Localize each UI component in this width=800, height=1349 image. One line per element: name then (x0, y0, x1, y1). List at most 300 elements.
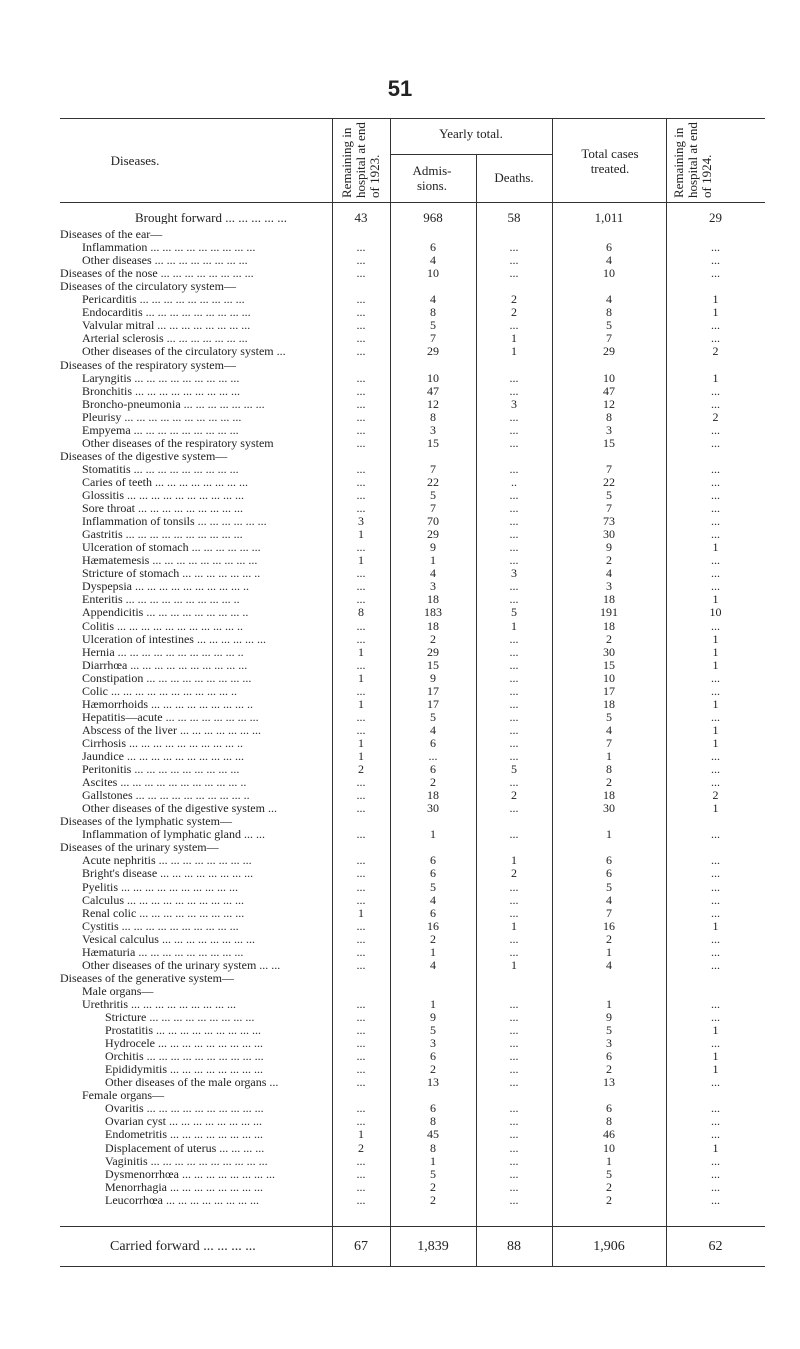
table-row (60, 698, 765, 711)
cell-remaining-1923: ... (356, 931, 366, 946)
table-row (60, 763, 765, 776)
cell-deaths: ... (509, 592, 519, 607)
table-row (60, 306, 765, 319)
cell-deaths: ... (509, 1101, 519, 1116)
cell-admissions: 8 (430, 305, 436, 320)
cell-remaining-1923: ... (356, 1023, 366, 1038)
table-row (60, 828, 765, 841)
table-row (60, 254, 765, 267)
cell-deaths: ... (509, 240, 519, 255)
page-number: 51 (387, 76, 413, 101)
cell-admissions: 3 (430, 422, 436, 437)
cell-deaths: ... (509, 1127, 519, 1142)
cell-remaining-1924: ... (711, 1114, 720, 1129)
cell-total-treated: 3 (606, 579, 612, 594)
cell-admissions: 4 (430, 253, 436, 268)
cell-total-treated: 1 (606, 749, 612, 763)
cell-admissions: 8 (430, 1114, 436, 1129)
cell-admissions: 6 (430, 240, 436, 255)
cell-deaths: ... (509, 892, 519, 907)
cell-remaining-1923: ... (356, 1010, 366, 1024)
cell-remaining-1924: ... (711, 866, 720, 881)
table-row (60, 515, 765, 528)
cell-remaining-1924: 1 (712, 918, 719, 933)
cell-remaining-1924: ... (711, 1101, 720, 1116)
row-label: Hæmorrhoids ... ... ... ... ... ... ... ... .. (82, 697, 253, 711)
cell-remaining-1924: 1 (712, 1049, 719, 1064)
table-row (60, 606, 765, 619)
table-row (60, 620, 765, 633)
header-remaining-1924: Remaining in hospital at end of 1924. (671, 122, 714, 198)
cell-remaining-1923: ... (356, 801, 366, 816)
cell-deaths: ... (509, 931, 519, 946)
table-row (60, 985, 765, 998)
cell-admissions: 47 (427, 383, 439, 398)
cell-remaining-1924: 2 (712, 344, 719, 359)
cell-remaining-1924: ... (711, 527, 720, 542)
row-label: Laryngitis ... ... ... ... ... ... ... ... ... (82, 371, 240, 385)
cell-remaining-1924: ... (711, 474, 720, 489)
cell-remaining-1923: ... (356, 501, 366, 516)
cell-remaining-1924: 1 (712, 292, 719, 307)
cell-admissions: 1 (430, 553, 436, 568)
table-row (60, 567, 765, 580)
row-label: Pericarditis ... ... ... ... ... ... ... ... ... (82, 293, 245, 307)
cell-deaths: ... (509, 435, 519, 450)
cell-admissions: 6 (430, 866, 436, 881)
cell-remaining-1923: 1 (358, 670, 364, 685)
table-row (60, 946, 765, 959)
cell-remaining-1923: 2 (358, 1140, 364, 1155)
table-row (60, 646, 765, 659)
header-remaining-1923: Remaining in hospital at end of 1923. (339, 122, 382, 198)
table-row (60, 867, 765, 880)
table-row (60, 1024, 765, 1037)
cell-deaths: ... (509, 657, 519, 672)
cell-deaths: ... (509, 827, 519, 842)
table-row (60, 894, 765, 907)
cell-admissions: 1 (430, 827, 436, 842)
cell-remaining-1924: 29 (709, 210, 722, 225)
cell-remaining-1923: ... (356, 788, 366, 803)
cell-remaining-1924: 1 (712, 1023, 719, 1038)
table-row (60, 685, 765, 698)
cell-remaining-1924: 2 (712, 788, 719, 803)
header-admissions: Admis-sions. (412, 163, 452, 193)
cell-remaining-1924: ... (711, 488, 720, 502)
cell-remaining-1923: ... (356, 474, 366, 489)
row-label: Diseases of the lymphatic system— (60, 815, 232, 829)
yearly-total-divider (390, 154, 552, 155)
table-row (60, 476, 765, 489)
cell-deaths: ... (509, 1075, 519, 1090)
row-label: Glossitis ... ... ... ... ... ... ... ... ... ... (82, 489, 245, 502)
table-row (60, 580, 765, 593)
cell-admissions: 1 (430, 996, 436, 1011)
cell-remaining-1923: ... (356, 422, 366, 437)
cell-deaths: ... (509, 801, 519, 816)
cell-remaining-1924: ... (711, 461, 720, 476)
cell-deaths: ... (509, 553, 519, 568)
cell-admissions: 4 (430, 957, 436, 972)
cell-deaths: ... (509, 501, 519, 516)
cell-deaths: ... (509, 775, 519, 790)
cell-remaining-1923: ... (356, 396, 366, 411)
row-label: Hæmatemesis ... ... ... ... ... ... ... ... ... (82, 554, 258, 568)
cell-deaths: ... (509, 370, 519, 385)
cell-remaining-1924: ... (711, 1010, 720, 1024)
cell-total-treated: 47 (603, 383, 615, 398)
row-label: Ovarian cyst ... ... ... ... ... ... ... ... (105, 1115, 262, 1129)
row-label: Constipation ... ... ... ... ... ... ... ... ... (82, 671, 252, 685)
cell-deaths: 5 (511, 605, 517, 620)
cell-admissions: 30 (427, 801, 439, 816)
table-row (60, 424, 765, 437)
cell-total-treated: 18 (603, 618, 615, 633)
row-label: Cirrhosis ... ... ... ... ... ... ... ... ... .. (82, 736, 244, 750)
cell-deaths: ... (509, 540, 519, 555)
cell-admissions: 5 (430, 318, 436, 333)
cell-total-treated: 2 (606, 631, 612, 646)
cell-total-treated: 4 (606, 892, 612, 907)
cell-admissions: ... (428, 749, 438, 763)
table-row (60, 398, 765, 411)
row-label: Sore throat ... ... ... ... ... ... ... ... ... (82, 502, 243, 516)
cell-remaining-1923: ... (356, 566, 366, 581)
header-deaths: Deaths. (494, 170, 534, 185)
table-row (60, 750, 765, 763)
cell-admissions: 7 (430, 501, 436, 516)
cell-remaining-1923: 1 (358, 735, 364, 750)
cell-remaining-1924: 1 (712, 722, 719, 737)
cell-admissions: 7 (430, 331, 436, 346)
cell-total-treated: 46 (603, 1127, 615, 1142)
table-row (60, 854, 765, 867)
cell-total-treated: 4 (606, 957, 612, 972)
cell-total-treated: 10 (603, 370, 615, 385)
table-row (60, 267, 765, 280)
cell-total-treated: 5 (606, 318, 612, 333)
cell-remaining-1923: 3 (358, 514, 364, 529)
cell-admissions: 2 (430, 1062, 436, 1077)
table-row (60, 998, 765, 1011)
row-label: Peritonitis ... ... ... ... ... ... ... ... ... (82, 763, 240, 777)
row-label: Jaundice ... ... ... ... ... ... ... ... ... ... (82, 750, 244, 763)
cell-remaining-1924: ... (711, 501, 720, 516)
cell-remaining-1924: ... (711, 827, 720, 842)
cell-total-treated: 3 (606, 422, 612, 437)
cell-deaths: 2 (511, 292, 517, 307)
cell-total-treated: 3 (606, 1036, 612, 1051)
cell-admissions: 9 (430, 540, 436, 555)
cell-remaining-1924: 2 (712, 409, 719, 424)
cell-deaths: ... (509, 1114, 519, 1129)
cell-deaths: 1 (511, 853, 517, 868)
cell-remaining-1924: ... (711, 240, 720, 255)
totals-top-rule (60, 1226, 765, 1227)
cell-total-treated: 5 (606, 1166, 612, 1181)
cell-remaining-1923: ... (356, 683, 366, 698)
row-label: Broncho-pneumonia ... ... ... ... ... ... ... (82, 397, 265, 411)
cell-total-treated: 7 (606, 501, 612, 516)
cell-remaining-1923: ... (356, 866, 366, 881)
cell-admissions: 6 (430, 735, 436, 750)
cell-deaths: ... (509, 944, 519, 959)
cell-remaining-1923: ... (356, 944, 366, 959)
row-label: Epididymitis ... ... ... ... ... ... ... ... (105, 1063, 264, 1077)
cell-remaining-1923: ... (356, 266, 366, 281)
cell-remaining-1923: ... (356, 540, 366, 555)
cell-deaths: 1 (511, 618, 517, 633)
row-label: Hæmaturia ... ... ... ... ... ... ... ... ... (82, 945, 244, 959)
row-label: Orchitis ... ... ... ... ... ... ... ... ... ... (105, 1050, 264, 1064)
cell-total-treated: 29 (603, 344, 615, 359)
cell-total-treated: 7 (606, 461, 612, 476)
row-label: Inflammation of tonsils ... ... ... ... ... ... (82, 515, 267, 529)
cell-admissions: 6 (430, 853, 436, 868)
cell-deaths: ... (509, 527, 519, 542)
cell-deaths: 2 (511, 866, 517, 881)
cell-deaths: ... (509, 409, 519, 424)
cell-remaining-1924: 1 (712, 540, 719, 555)
cell-deaths: ... (509, 1036, 519, 1051)
cell-total-treated: 5 (606, 879, 612, 894)
table-row (60, 280, 765, 293)
row-label: Leucorrhœa ... ... ... ... ... ... ... ... (105, 1193, 259, 1207)
table-row (60, 437, 765, 450)
cell-remaining-1924: 1 (712, 1140, 719, 1155)
cell-deaths: ... (509, 1140, 519, 1155)
cell-admissions: 70 (427, 514, 439, 529)
cell-remaining-1923: ... (356, 461, 366, 476)
table-row (60, 1128, 765, 1141)
cell-admissions: 3 (430, 1036, 436, 1051)
cell-remaining-1924: ... (711, 331, 720, 346)
cell-deaths: 1 (511, 331, 517, 346)
row-label: Appendicitis ... ... ... ... ... ... ... ... .. (82, 606, 249, 620)
cell-remaining-1923: 67 (354, 1239, 368, 1254)
row-label: Displacement of uterus ... ... ... ... (105, 1141, 265, 1155)
cell-deaths: ... (509, 266, 519, 281)
cell-remaining-1924: ... (711, 618, 720, 633)
cell-total-treated: 73 (603, 514, 615, 529)
cell-total-treated: 17 (603, 683, 615, 698)
cell-remaining-1924: 1 (712, 644, 719, 659)
cell-remaining-1924: ... (711, 1192, 720, 1207)
cell-total-treated: 10 (603, 266, 615, 281)
cell-remaining-1924: 1 (712, 1062, 719, 1077)
row-label: Urethritis ... ... ... ... ... ... ... ... ... (82, 997, 236, 1011)
cell-total-treated: 2 (606, 553, 612, 568)
table-row (60, 554, 765, 567)
cell-remaining-1924: 1 (712, 801, 719, 816)
diseases-table (60, 118, 765, 1268)
cell-remaining-1923: ... (356, 579, 366, 594)
cell-remaining-1923: ... (356, 827, 366, 842)
cell-remaining-1923: ... (356, 409, 366, 424)
cell-remaining-1924: ... (711, 944, 720, 959)
table-row (60, 332, 765, 345)
cell-remaining-1924: 62 (708, 1239, 723, 1254)
row-label: Female organs— (82, 1089, 165, 1103)
cell-admissions: 968 (423, 210, 443, 225)
cell-deaths: ... (509, 735, 519, 750)
cell-remaining-1923: ... (356, 1166, 366, 1181)
row-label: Diarrhœa ... ... ... ... ... ... ... ... ... ... (82, 658, 248, 672)
row-label: Bright's disease ... ... ... ... ... ... ... ... (82, 867, 254, 881)
cell-deaths: 88 (507, 1239, 521, 1254)
cell-total-treated: 18 (603, 696, 615, 711)
cell-remaining-1924: ... (711, 435, 720, 450)
table-row (60, 1142, 765, 1155)
cell-admissions: 1 (430, 1153, 436, 1168)
cell-remaining-1923: ... (356, 1062, 366, 1077)
table-row (60, 211, 765, 224)
table-row (60, 672, 765, 685)
cell-total-treated: 5 (606, 1023, 612, 1038)
row-label: Diseases of the respiratory system— (60, 358, 236, 372)
cell-total-treated: 18 (603, 788, 615, 803)
cell-admissions: 8 (430, 409, 436, 424)
cell-remaining-1924: ... (711, 566, 720, 581)
cell-total-treated: 2 (606, 1192, 612, 1207)
cell-deaths: ... (509, 749, 519, 763)
table-top-rule (60, 118, 765, 119)
row-label: Inflammation of lymphatic gland ... ... (82, 828, 265, 842)
table-row (60, 815, 765, 828)
cell-total-treated: 7 (606, 331, 612, 346)
cell-admissions: 6 (430, 1049, 436, 1064)
row-label: Diseases of the urinary system— (60, 841, 219, 855)
cell-remaining-1924: 10 (709, 605, 722, 620)
cell-remaining-1924: ... (711, 905, 720, 920)
cell-deaths: ... (509, 709, 519, 724)
cell-total-treated: 18 (603, 592, 615, 607)
row-label: Ulceration of stomach ... ... ... ... ... ... (82, 541, 261, 555)
cell-remaining-1924: ... (711, 853, 720, 868)
table-row (60, 541, 765, 554)
carried-forward-row (60, 1240, 765, 1253)
cell-deaths: ... (509, 879, 519, 894)
row-label: Endocarditis ... ... ... ... ... ... ... ... ... (82, 306, 251, 320)
cell-admissions: 5 (430, 879, 436, 894)
cell-total-treated: 5 (606, 488, 612, 502)
cell-admissions: 2 (430, 631, 436, 646)
cell-total-treated: 5 (606, 709, 612, 724)
cell-remaining-1924: 1 (712, 592, 719, 607)
table-row (60, 319, 765, 332)
cell-total-treated: 30 (603, 801, 615, 816)
cell-total-treated: 8 (606, 409, 612, 424)
cell-remaining-1923: ... (356, 853, 366, 868)
row-label: Other diseases of the digestive system ... (82, 802, 277, 816)
row-label: Male organs— (82, 984, 154, 998)
row-label: Hydrocele ... ... ... ... ... ... ... ... ... (105, 1037, 263, 1051)
cell-remaining-1924: ... (711, 931, 720, 946)
row-label: Gastritis ... ... ... ... ... ... ... ... ... ... (82, 528, 243, 542)
cell-remaining-1923: ... (356, 1192, 366, 1207)
cell-admissions: 4 (430, 292, 436, 307)
row-label: Diseases of the nose ... ... ... ... ... ... ... ... (60, 267, 254, 281)
cell-total-treated: 6 (606, 866, 612, 881)
cell-admissions: 4 (430, 892, 436, 907)
table-row (60, 1037, 765, 1050)
cell-total-treated: 22 (603, 474, 615, 489)
cell-deaths: ... (509, 422, 519, 437)
cell-deaths: 3 (511, 396, 517, 411)
cell-total-treated: 4 (606, 566, 612, 581)
cell-deaths: 5 (511, 762, 517, 777)
table-row (60, 737, 765, 750)
cell-deaths: ... (509, 1049, 519, 1064)
cell-remaining-1924: 1 (712, 735, 719, 750)
cell-total-treated: 6 (606, 1101, 612, 1116)
cell-remaining-1923: ... (356, 331, 366, 346)
cell-remaining-1923: ... (356, 253, 366, 268)
cell-deaths: ... (509, 670, 519, 685)
cell-total-treated: 1,906 (593, 1239, 625, 1254)
cell-deaths: ... (509, 1010, 519, 1024)
cell-admissions: 7 (430, 461, 436, 476)
cell-remaining-1923: 2 (358, 762, 364, 777)
cell-total-treated: 1,011 (594, 210, 624, 225)
table-row (60, 633, 765, 646)
cell-remaining-1924: ... (711, 253, 720, 268)
table-row (60, 920, 765, 933)
row-label: Hepatitis—acute ... ... ... ... ... ... ... ... (82, 710, 259, 724)
row-label: Stomatitis ... ... ... ... ... ... ... ... ... (82, 462, 239, 476)
row-label: Gallstones ... ... ... ... ... ... ... ... ... .. (82, 789, 250, 803)
cell-admissions: 183 (424, 605, 442, 620)
row-label: Diseases of the ear— (60, 228, 163, 241)
row-label: Other diseases of the respiratory system (82, 436, 274, 450)
table-row (60, 489, 765, 502)
cell-remaining-1923: ... (356, 1036, 366, 1051)
cell-remaining-1924: ... (711, 1036, 720, 1051)
table-row (60, 1063, 765, 1076)
cell-remaining-1923: ... (356, 775, 366, 790)
cell-remaining-1923: ... (356, 592, 366, 607)
cell-admissions: 15 (427, 435, 439, 450)
cell-remaining-1923: ... (356, 1114, 366, 1129)
cell-remaining-1923: 1 (358, 696, 364, 711)
row-label: Enteritis ... ... ... ... ... ... ... ... ... .. (82, 593, 240, 607)
row-label: Other diseases of the male organs ... (105, 1076, 279, 1090)
cell-remaining-1923: ... (356, 709, 366, 724)
cell-remaining-1923: ... (356, 996, 366, 1011)
cell-deaths: 3 (511, 566, 517, 581)
cell-admissions: 18 (427, 788, 439, 803)
cell-admissions: 5 (430, 1166, 436, 1181)
cell-remaining-1924: 1 (712, 370, 719, 385)
row-label: Carried forward ... ... ... ... (110, 1240, 256, 1253)
cell-total-treated: 2 (606, 1062, 612, 1077)
cell-remaining-1924: 1 (712, 696, 719, 711)
cell-admissions: 6 (430, 762, 436, 777)
row-label: Caries of teeth ... ... ... ... ... ... ... ... (82, 475, 248, 489)
cell-remaining-1923: ... (356, 1049, 366, 1064)
table-row (60, 228, 765, 241)
cell-admissions: 5 (430, 1023, 436, 1038)
row-label: Bronchitis ... ... ... ... ... ... ... ... ... (82, 384, 240, 398)
cell-deaths: ... (509, 514, 519, 529)
cell-remaining-1923: 1 (358, 553, 364, 568)
cell-total-treated: 2 (606, 1179, 612, 1194)
row-label: Brought forward ... ... ... ... ... (135, 211, 288, 224)
row-label: Ulceration of intestines ... ... ... ... ... ... (82, 632, 266, 646)
cell-total-treated: 10 (603, 1140, 615, 1155)
cell-total-treated: 4 (606, 722, 612, 737)
